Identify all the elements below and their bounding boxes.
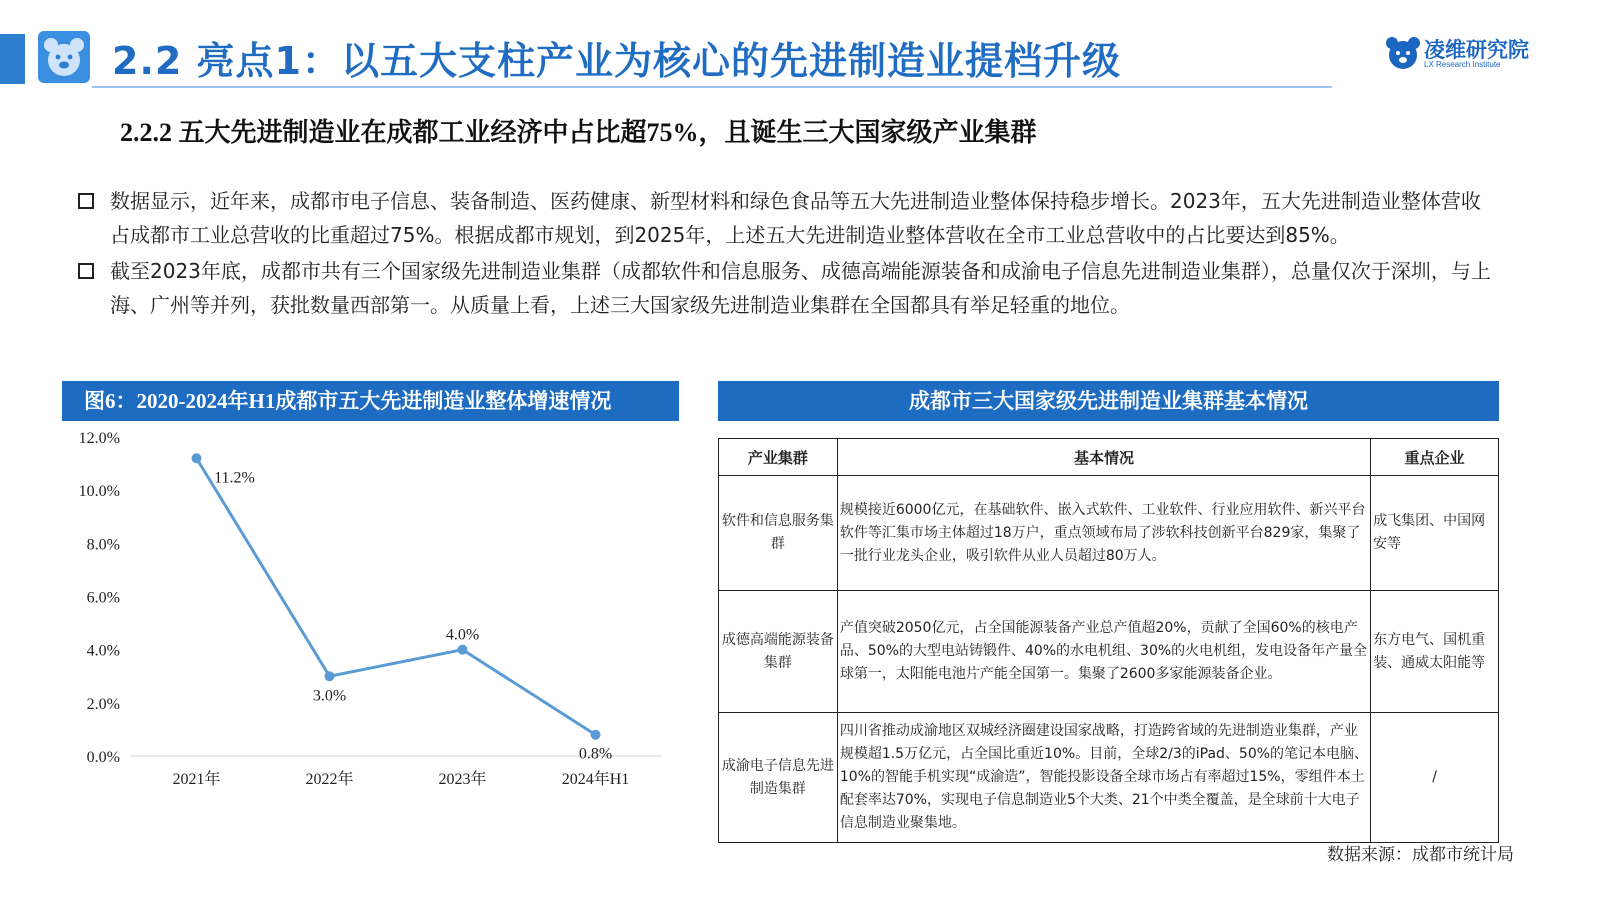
bear-logo-icon [38, 31, 90, 83]
page-title: 2.2 亮点1：以五大支柱产业为核心的先进制造业提档升级 [112, 39, 1121, 83]
table-title: 成都市三大国家级先进制造业集群基本情况 [718, 381, 1499, 421]
data-label: 3.0% [312, 687, 347, 705]
title-divider [92, 86, 1332, 88]
bullet-square-icon [78, 193, 94, 209]
brand-subtitle: LX Research Institute [1424, 60, 1501, 69]
table-cell: 规模接近6000亿元，在基础软件、嵌入式软件、工业软件、行业应用软件、新兴平台软件等汇集市场主体超过18万户，重点领域布局了涉软科技创新平台829家，集聚了一批行业龙头企业，吸引软件从业人员超过80万人。 [837, 476, 1370, 591]
y-tick-label: 0.0% [86, 749, 120, 766]
column-header: 重点企业 [1371, 439, 1499, 476]
y-tick-label: 6.0% [86, 589, 120, 607]
table-cell: 四川省推动成渝地区双城经济圈建设国家战略，打造跨省域的先进制造业集群，产业规模超1.5万亿元，占全国比重近10%。目前，全球2/3的iPad、50%的笔记本电脑、10%的智能手机实现“成渝造”，智能投影设备全球市场占有率超过15%，零组件本土配套率达70%，实现电子信息制造业5个大类、21个中类全覆盖，是全球前十大电子信息制造业聚集地。 [837, 713, 1370, 843]
y-tick-label: 10.0% [78, 483, 120, 501]
chart-title: 图6：2020-2024年H1成都市五大先进制造业整体增速情况 [62, 381, 679, 421]
table-cell: 产值突破2050亿元，占全国能源装备产业总产值超20%，贡献了全国60%的核电产品、50%的大型电站铸锻件、40%的水电机组、30%的火电机组，发电设备年产量全球第一，太阳能电池片产能全国第一。集聚了2600多家能源装备企业。 [837, 591, 1370, 713]
table-cell: 成飞集团、中国网安等 [1371, 476, 1499, 591]
bear-brand-icon [1384, 34, 1422, 72]
brand-name: 凌维研究院 [1424, 38, 1529, 62]
section-subtitle: 2.2.2 五大先进制造业在成都工业经济中占比超75%，且诞生三大国家级产业集群 [120, 118, 1037, 147]
bullet-item [78, 254, 1498, 322]
table-header-row [719, 439, 1499, 476]
data-point [325, 671, 335, 681]
table-cell: 成德高端能源装备集群 [719, 591, 838, 713]
table-cell: 软件和信息服务集群 [719, 476, 838, 591]
table-row [719, 476, 1499, 591]
y-tick-label: 8.0% [86, 536, 120, 554]
data-label: 11.2% [214, 469, 255, 487]
x-tick-label: 2023年 [438, 771, 487, 788]
bullet-item [78, 184, 1498, 252]
data-label: 4.0% [445, 626, 480, 644]
brand-logo [1384, 34, 1554, 74]
bullet-text: 截至2023年底，成都市共有三个国家级先进制造业集群（成都软件和信息服务、成德高端能源装备和成渝电子信息先进制造业集群），总量仅次于深圳，与上海、广州等并列，获批数量西部第一。从质量上看，上述三大国家级先进制造业集群在全国都具有举足轻重的地位。 [110, 259, 1491, 317]
accent-bar [0, 34, 25, 84]
data-point [192, 453, 202, 463]
bullet-square-icon [78, 263, 94, 279]
x-tick-label: 2022年 [305, 771, 354, 788]
bullet-list [78, 184, 1498, 324]
data-source: 数据来源：成都市统计局 [1327, 845, 1514, 865]
column-header: 基本情况 [837, 439, 1370, 476]
x-tick-label: 2024年H1 [561, 771, 630, 788]
y-tick-label: 4.0% [86, 642, 120, 660]
table-cell: 成渝电子信息先进制造集群 [719, 713, 838, 843]
y-tick-label: 2.0% [86, 695, 120, 713]
y-tick-label: 12.0% [78, 430, 120, 447]
column-header: 产业集群 [719, 439, 838, 476]
data-label: 0.8% [578, 745, 613, 763]
cluster-table [718, 438, 1499, 843]
bullet-text: 数据显示，近年来，成都市电子信息、装备制造、医药健康、新型材料和绿色食品等五大先进制造业整体保持稳步增长。2023年，五大先进制造业整体营收占成都市工业总营收的比重超过75%。根据成都市规划，到2025年，上述五大先进制造业整体营收在全市工业总营收中的占比要达到85%。 [110, 189, 1481, 247]
growth-line-chart [62, 425, 679, 805]
table-row [719, 713, 1499, 843]
table-cell: / [1371, 713, 1499, 843]
series-line [197, 458, 596, 734]
table-cell: 东方电气、国机重装、通威太阳能等 [1371, 591, 1499, 713]
data-point [591, 730, 601, 740]
table-row [719, 591, 1499, 713]
x-tick-label: 2021年 [172, 771, 221, 788]
data-point [458, 645, 468, 655]
